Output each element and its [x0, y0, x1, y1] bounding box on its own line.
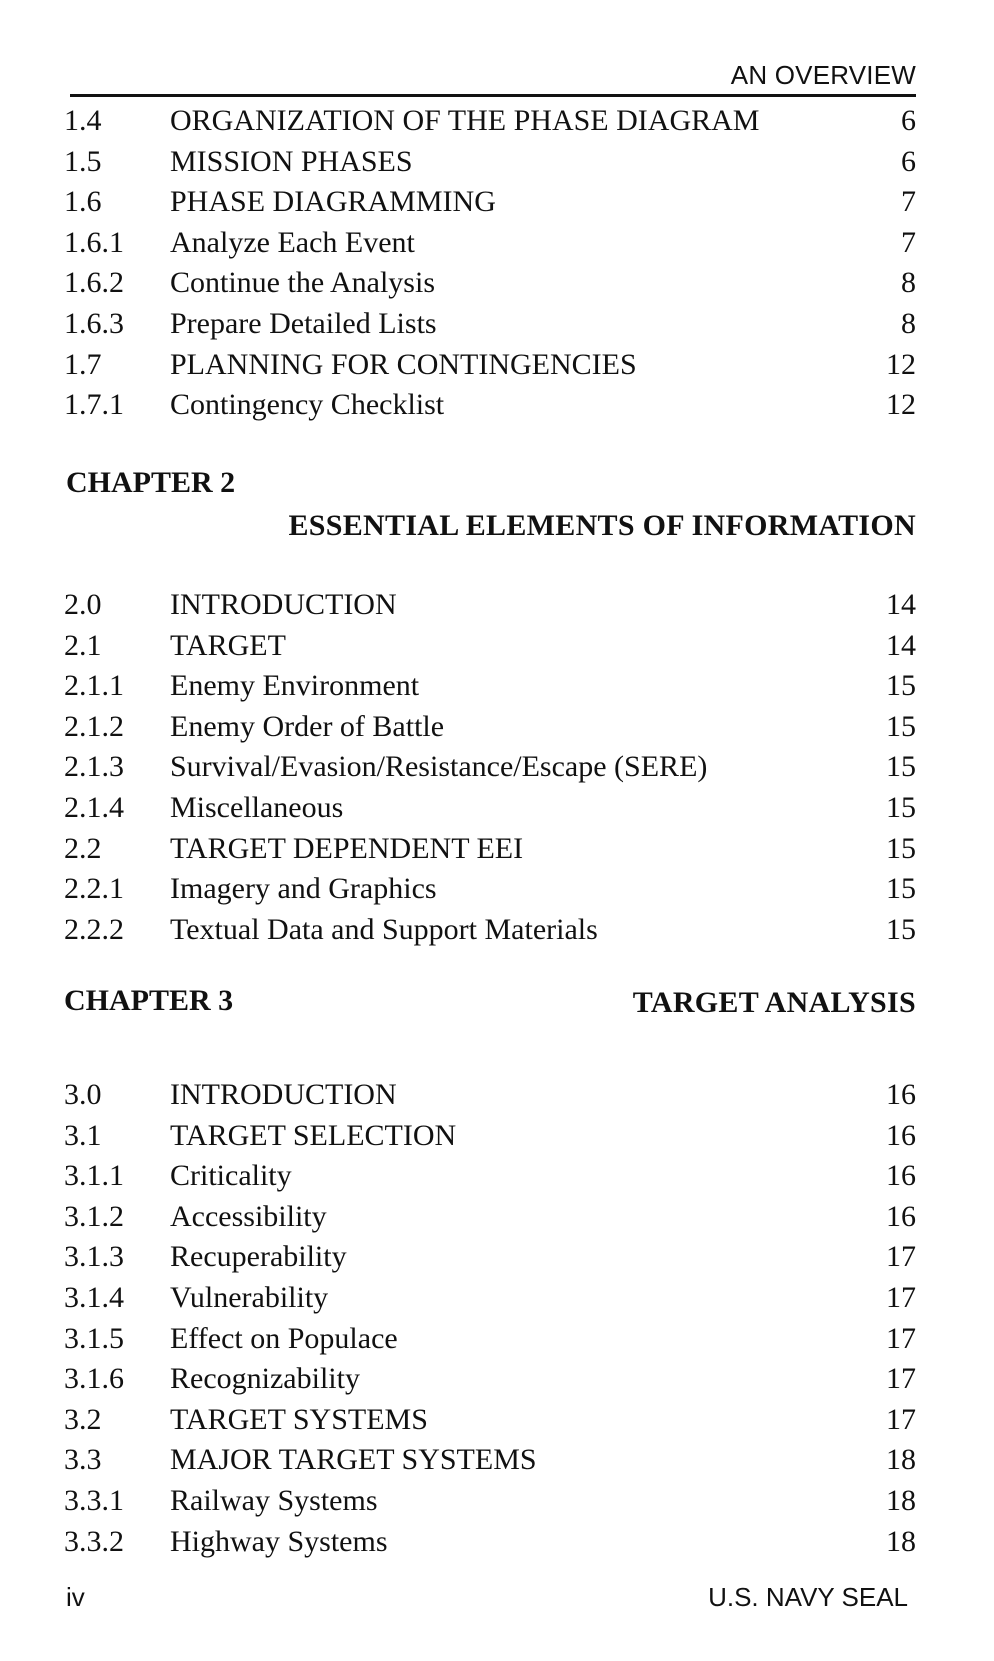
toc-page-number: 16 — [886, 1118, 916, 1152]
toc-section-number: 3.2 — [64, 1402, 102, 1436]
toc-row — [64, 1443, 916, 1484]
toc-page-number: 18 — [886, 1483, 916, 1517]
footer-page-number: iv — [66, 1582, 85, 1612]
toc-row — [64, 1119, 916, 1160]
toc-page-number: 15 — [886, 872, 916, 906]
chapter2-toc-list — [64, 588, 916, 953]
toc-section-title: Highway Systems — [170, 1524, 388, 1558]
toc-section-number: 3.1.2 — [64, 1199, 124, 1233]
toc-page-number: 8 — [901, 306, 916, 340]
toc-section-number: 3.1.4 — [64, 1280, 124, 1314]
toc-row — [64, 104, 916, 145]
toc-page-number: 7 — [901, 225, 916, 259]
toc-section-number: 3.0 — [64, 1078, 102, 1111]
toc-section-number: 1.6.2 — [64, 266, 124, 300]
toc-page-number: 18 — [886, 1524, 916, 1558]
toc-section-title: Recognizability — [170, 1362, 360, 1396]
chapter1-toc-list — [64, 104, 916, 429]
toc-section-title: Miscellaneous — [170, 790, 344, 824]
toc-section-number: 1.7.1 — [64, 388, 124, 422]
toc-row — [64, 185, 916, 226]
toc-section-title: TARGET — [170, 628, 286, 662]
toc-section-number: 3.1 — [64, 1118, 102, 1152]
toc-section-number: 2.2.1 — [64, 872, 124, 906]
toc-section-title: Contingency Checklist — [170, 388, 445, 422]
toc-section-title: Railway Systems — [170, 1483, 378, 1517]
toc-section-number: 1.5 — [64, 144, 102, 178]
running-head: AN OVERVIEW — [730, 60, 916, 90]
toc-section-number: 3.1.1 — [64, 1159, 124, 1193]
toc-row — [64, 1078, 916, 1119]
toc-page-number: 14 — [886, 588, 916, 621]
toc-row — [64, 1281, 916, 1322]
toc-section-title: Accessibility — [170, 1199, 327, 1233]
toc-section-title: ORGANIZATION OF THE PHASE DIAGRAM — [170, 104, 760, 137]
toc-row — [64, 266, 916, 307]
toc-section-title: Enemy Environment — [170, 669, 420, 703]
toc-section-number: 2.2 — [64, 831, 102, 865]
toc-section-number: 2.1.2 — [64, 709, 124, 743]
toc-row — [64, 629, 916, 670]
toc-row — [64, 588, 916, 629]
toc-page-number: 17 — [886, 1321, 916, 1355]
toc-section-number: 3.1.5 — [64, 1321, 124, 1355]
toc-section-title: Imagery and Graphics — [170, 872, 437, 906]
toc-section-number: 2.1.4 — [64, 790, 124, 824]
toc-row — [64, 1240, 916, 1281]
toc-section-number: 2.1.1 — [64, 669, 124, 703]
toc-page-number: 17 — [886, 1362, 916, 1396]
toc-section-title: Effect on Populace — [170, 1321, 398, 1355]
toc-row — [64, 388, 916, 429]
toc-section-title: TARGET SELECTION — [170, 1118, 457, 1152]
chapter3-toc-list — [64, 1078, 916, 1565]
toc-page-number: 12 — [886, 347, 916, 381]
toc-page-number: 16 — [886, 1078, 916, 1111]
toc-page-number: 15 — [886, 709, 916, 743]
toc-row — [64, 872, 916, 913]
header-rule — [70, 94, 916, 97]
toc-section-title: MAJOR TARGET SYSTEMS — [170, 1443, 537, 1477]
toc-page-number: 15 — [886, 669, 916, 703]
toc-section-title: Continue the Analysis — [170, 266, 435, 300]
toc-page-number: 15 — [886, 750, 916, 784]
toc-page-number: 16 — [886, 1199, 916, 1233]
toc-page-number: 12 — [886, 388, 916, 422]
toc-section-title: Analyze Each Event — [170, 225, 415, 259]
toc-section-number: 2.1 — [64, 628, 102, 662]
toc-page-number: 7 — [901, 185, 916, 219]
toc-row — [64, 145, 916, 186]
toc-section-number: 2.2.2 — [64, 912, 124, 946]
toc-section-title: Prepare Detailed Lists — [170, 306, 437, 340]
toc-section-number: 3.3.1 — [64, 1483, 124, 1517]
toc-page-number: 18 — [886, 1443, 916, 1477]
chapter3-title: TARGET ANALYSIS — [632, 986, 916, 1019]
toc-page-number: 6 — [901, 104, 916, 137]
toc-section-title: PHASE DIAGRAMMING — [170, 185, 496, 219]
toc-section-title: Criticality — [170, 1159, 292, 1193]
toc-page-number: 17 — [886, 1280, 916, 1314]
toc-section-title: Enemy Order of Battle — [170, 709, 445, 743]
toc-row — [64, 1200, 916, 1241]
toc-page-number: 16 — [886, 1159, 916, 1193]
toc-row — [64, 832, 916, 873]
toc-page-number: 17 — [886, 1402, 916, 1436]
toc-row — [64, 791, 916, 832]
toc-section-number: 1.4 — [64, 104, 102, 137]
toc-section-number: 1.6.3 — [64, 306, 124, 340]
toc-section-title: Survival/Evasion/Resistance/Escape (SERE) — [170, 750, 708, 784]
toc-section-title: Vulnerability — [170, 1280, 329, 1314]
toc-page-number: 15 — [886, 790, 916, 824]
toc-section-title: MISSION PHASES — [170, 144, 413, 178]
toc-page-number: 15 — [886, 912, 916, 946]
toc-page-number: 8 — [901, 266, 916, 300]
toc-section-number: 3.1.6 — [64, 1362, 124, 1396]
toc-row — [64, 710, 916, 751]
toc-row — [64, 1403, 916, 1444]
toc-page-number: 14 — [886, 628, 916, 662]
toc-section-number: 2.0 — [64, 588, 102, 621]
toc-row — [64, 1484, 916, 1525]
toc-section-number: 3.3.2 — [64, 1524, 124, 1558]
toc-section-title: Recuperability — [170, 1240, 347, 1274]
toc-row — [64, 1362, 916, 1403]
toc-row — [64, 1525, 916, 1566]
toc-section-title: Textual Data and Support Materials — [170, 912, 598, 946]
toc-section-number: 2.1.3 — [64, 750, 124, 784]
toc-section-number: 3.3 — [64, 1443, 102, 1477]
chapter2-title: ESSENTIAL ELEMENTS OF INFORMATION — [288, 509, 916, 542]
chapter2-label: CHAPTER 2 — [66, 466, 236, 499]
toc-row — [64, 1159, 916, 1200]
toc-section-number: 3.1.3 — [64, 1240, 124, 1274]
toc-page-number: 15 — [886, 831, 916, 865]
toc-row — [64, 307, 916, 348]
toc-section-title: INTRODUCTION — [170, 588, 397, 621]
toc-section-title: PLANNING FOR CONTINGENCIES — [170, 347, 637, 381]
toc-row — [64, 913, 916, 954]
toc-section-title: INTRODUCTION — [170, 1078, 397, 1111]
toc-row — [64, 1322, 916, 1363]
toc-section-number: 1.6.1 — [64, 225, 124, 259]
toc-row — [64, 226, 916, 267]
toc-page-number: 17 — [886, 1240, 916, 1274]
chapter3-label: CHAPTER 3 — [64, 984, 234, 1017]
toc-page-number: 6 — [901, 144, 916, 178]
toc-section-number: 1.6 — [64, 185, 102, 219]
toc-section-title: TARGET SYSTEMS — [170, 1402, 428, 1436]
footer-publication: U.S. NAVY SEAL — [708, 1582, 908, 1612]
toc-section-number: 1.7 — [64, 347, 102, 381]
toc-row — [64, 750, 916, 791]
toc-section-title: TARGET DEPENDENT EEI — [170, 831, 524, 865]
toc-row — [64, 669, 916, 710]
toc-row — [64, 348, 916, 389]
